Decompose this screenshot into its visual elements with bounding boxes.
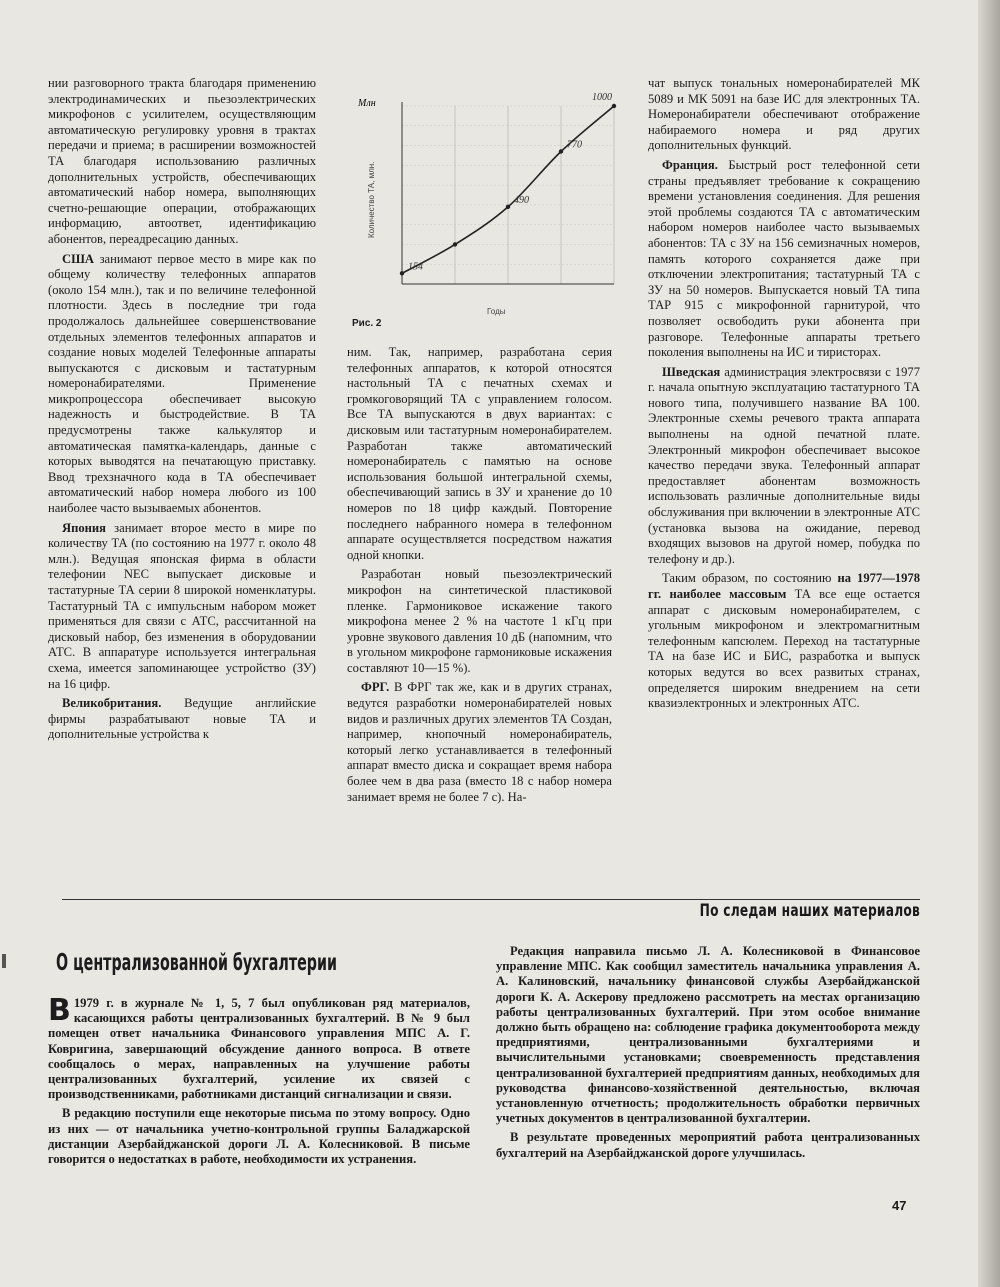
article-paragraph-3: Редакция направила письмо Л. А. Колесниковой в Финансовое управление МПС. Как сообщил заместитель начальника управления А. А. Калиновский, начальнику финансовой службы Азербайджанской дороги К. А. Аскерову предложено рассмотреть на местах организацию работы централизованных бухгалтерий. При этом особое внимание должно быть обращено на: соблюдение графика документооборота между предприятиями, централизованными бухгалтериями и вычислительными установками; своевременность представления централизованной бухгалтерией предприятиям данных, необходимых для руководства финансово-хозяйственной деятельностью, включая установленную отчетность; продолжительность обработки первичных учетных документов в централизованной бухгалтерии.: [496, 944, 920, 1126]
paragraph-sweden: [648, 365, 920, 568]
summary-bold: на 1977—1978 гг. наиболее массовым: [648, 571, 920, 601]
japan-text: занимает второе место в мире по количеству ТА (по состоянию на 1977 г. около 48 млн.). Ведущая японская фирма в области телефонии NEC выпускает дисковые и тастатурные ТА серии 8 широкой номенклатуры. Тастатурный ТА с импульсным набором может применяться для связи с АТС, рассчитанной на дисковый набор, без изменения в оборудовании АТС. В аппаратуре используется интегральная схема, имеется запоминающее устройство (ЗУ) на 16 цифр.: [48, 520, 316, 691]
section-divider: [62, 899, 920, 900]
drop-cap: В: [48, 993, 71, 1028]
france-text: Быстрый рост телефонной сети страны предъявляет требование к сокращению времени установления соединения. Для решения этой проблемы создаются ТА с автоматическим набором номеров наиболее часто вызываемых абонентов: ТА с ЗУ на 156 семизначных номеров, память которого сохраняется даже при отключении электропитания; тастатурный ТА с ЗУ на 50 номеров. Выпускается новый ТА типа ТАР 915 с микрофонной гарнитурой, что позволяет освободить руки абонента при разговоре. Телефонные аппараты третьего поколения выполнены на ИС и тиристорах.: [648, 157, 920, 360]
paragraph-microphone: Разработан новый пьезоэлектрический микрофон на синтетической пластиковой пленке. Гармониковое искажение такого микрофона менее 2 % на частоте 1 кГц при уровне звукового давления 10 дБ (напомним, что в угольном микрофоне гармониковые искажения составляют 10—15 %).: [347, 567, 612, 675]
section-rubric: По следам наших материалов: [699, 901, 920, 921]
paragraph-intro: нии разговорного тракта благодаря применению электродинамических и пьезоэлектрических микрофонов с усилителем, осуществляющим автоматическую регулировку уровня в трактах передачи и приема; в расширении возможностей ТА благодаря использованию различных дополнительных устройств, обеспечивающих автоматический набор номера, выполняющих счетно-решающие операции, отображающих информацию, автоответ, идентификацию абонентов, переадресацию данных.: [48, 76, 316, 246]
article-title: О централизованной бухгалтерии: [56, 950, 337, 976]
paragraph-frg: [347, 680, 612, 805]
usa-text: занимают первое место в мире как по общему количеству телефонных аппаратов (около 154 млн.), так и по величине телефонной плотности. Здесь в последние три года продолжалось дальнейшее совершенствование отдельных элементов телефонных аппаратов и создание новых моделей Телефонные аппараты выпускаются с дисковым и тастатурным номеронабирателями. Применение микропроцессора обеспечивает высокую надежность и быстродействие. В ТА предусмотрены также калькулятор и автоматическая памятка-календарь, данные с которых выводятся на печатающую приставку. Ввод трехзначного кода в ТА обеспечивает автоматический набор номера любого из 100 наиболее часто вызываемых абонентов.: [48, 251, 316, 516]
paragraph-phones: ним. Так, например, разработана серия телефонных аппаратов, к которой относятся настольный ТА с печатных схемах и громкоговорящий ТА с управлением голосом. Все ТА выпускаются в двух вариантах: с дисковым или тастатурным номеронабирателем. Разработан также автоматический номеронабиратель с памятью на основе использования большой интегральной схемы, обеспечивающий запись в ЗУ и хранение до 10 номеров по 18 цифр каждый. Повторение последнего набранного номера в телефонном аппарате осуществляется посредством нажатия одной кнопки.: [347, 345, 612, 562]
article-column-1: [48, 993, 470, 1171]
data-point: [400, 271, 404, 275]
summary-post: ТА все еще остается аппарат с дисковым номеронабирателем, с угольным микрофоном и электромагнитным телефонным капсюлем. Переход на тастатурные ТА на базе ИС и БИС, разработка и выпуск которых ведутся во всех развитых странах, определяется широким внедрением на сети квазиэлектронных и электронных АТС.: [648, 587, 920, 711]
text-column-3: [648, 76, 920, 716]
country-lead-france: Франция.: [662, 157, 718, 172]
sweden-text: администрация электросвязи с 1977 г. начала опытную эксплуатацию тастатурного ТА нового типа, получившего название ВА 100. Электронные схемы речевого тракта аппарата выполнены на одной печатной плате. Электронный микрофон обеспечивает высокое качество передачи звука. Телефонный аппарат предоставляет абонентам возможность использовать различные дополнительные виды обслуживания при включении в электронные АТС (установка вызова на ожидание, перевод входящих вызовов на другой номер, побудка по телефону и др.).: [648, 364, 920, 566]
paragraph-summary: [648, 571, 920, 711]
margin-mark: [2, 954, 6, 968]
text-column-1: [48, 76, 316, 747]
article-paragraph-1-text: 1979 г. в журнале № 1, 5, 7 был опубликован ряд материалов, касающихся работы централизованных бухгалтерий. В № 9 был помещен ответ начальника Финансового управления МПС А. Г. Ковригина, завершающий обсуждение данного вопроса. В ответе сообщалось о мерах, направленных на улучшение работы централизованных бухгалтерий, усиление их связей с производственниками, работниками дистанций сигнализации и связи.: [48, 996, 470, 1102]
page-number: 47: [892, 1198, 907, 1213]
point-label: 770: [567, 139, 582, 151]
figure-caption: Рис. 2: [352, 318, 382, 329]
paragraph-usa: [48, 252, 316, 517]
paragraph-uk: [48, 696, 316, 743]
growth-chart: [352, 88, 622, 318]
summary-pre: Таким образом, по состоянию: [662, 571, 838, 586]
paragraph-france: [648, 158, 920, 361]
point-label: 154: [408, 261, 423, 273]
text-column-2: [347, 345, 612, 809]
data-point: [453, 242, 457, 246]
country-lead-japan: Япония: [62, 520, 106, 535]
article-column-2: [496, 944, 920, 1165]
data-point: [506, 205, 510, 209]
article-paragraph-4: В результате проведенных мероприятий работа централизованных бухгалтерий на Азербайджанской дороге улучшилась.: [496, 1130, 920, 1160]
frg-text: В ФРГ так же, как и в других странах, ведутся разработки номеронабирателей новых видов и различных других элементов ТА Создан, например, кнопочный номеронабиратель, который легко устанавливается в телефонный аппарат вместо диска и сокращает время набора более чем в два раза (вместо 18 с набор номера занимает время не более 7 с). На-: [347, 680, 612, 804]
figure-chart: [352, 88, 622, 318]
chart-point-labels: [408, 92, 612, 272]
data-point: [612, 104, 616, 108]
point-label: 1000: [592, 92, 612, 103]
data-point: [559, 149, 563, 153]
paragraph-dialers: чат выпуск тональных номеронабирателей МК 5089 и МК 5091 на базе ИС для электронных ТА. Номеронабиратели обеспечивают отображение набираемого номера и ряд других дополнительных функций.: [648, 76, 920, 153]
article-paragraph-2: В редакцию поступили еще некоторые письма по этому вопросу. Одно из них — от начальника учетно-контрольной группы Баладжарской дистанции Азербайджанской дороги Л. А. Колесниковой. В письме говорится о недостатках в работе, необходимости их устранения.: [48, 1106, 470, 1167]
country-lead-usa: США: [62, 251, 95, 266]
article-paragraph-1: [48, 993, 470, 1102]
uk-text: Ведущие английские фирмы разрабатывают новые ТА и дополнительные устройства к: [48, 696, 316, 742]
y-axis-title: Количество ТА, млн.: [367, 161, 376, 238]
x-axis-title: Годы: [487, 307, 506, 316]
point-label: 490: [514, 194, 529, 206]
paragraph-japan: [48, 521, 316, 693]
country-lead-frg: ФРГ.: [361, 680, 390, 695]
country-lead-sweden: Шведская: [662, 364, 721, 379]
country-lead-uk: Великобритания.: [62, 696, 162, 711]
page-edge-shadow: [978, 0, 1000, 1287]
y-unit-label: Млн: [358, 98, 376, 109]
